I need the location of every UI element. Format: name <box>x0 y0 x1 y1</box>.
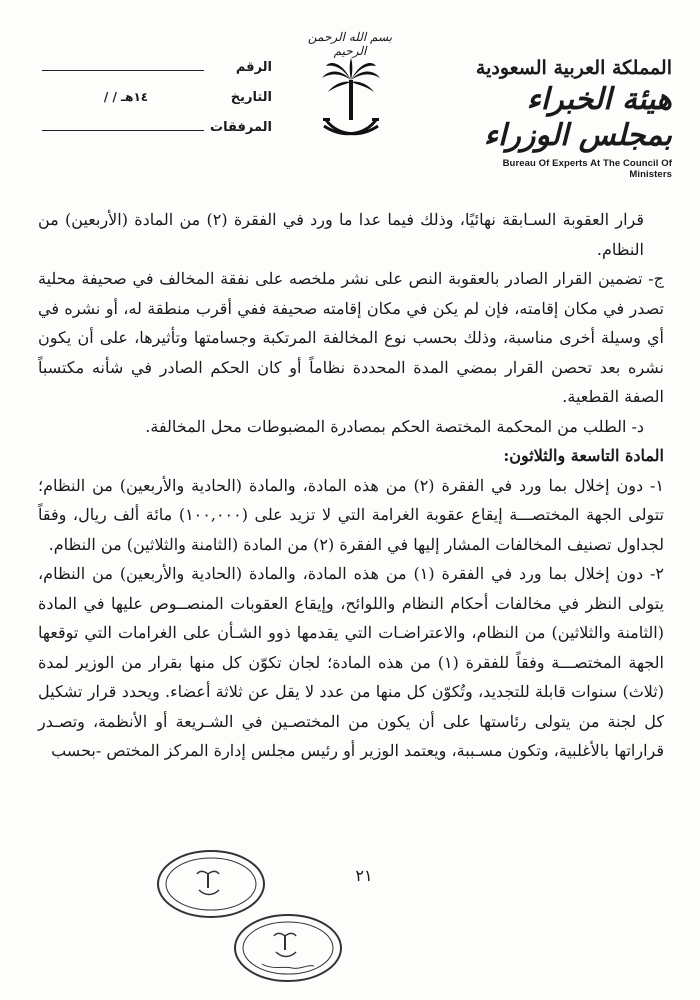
date-field-row <box>42 90 272 120</box>
page-number: ٢١ <box>355 866 373 885</box>
kingdom-name: المملكة العربية السعودية <box>475 57 672 79</box>
basmala: بسم الله الرحمن الرحيم <box>307 30 393 58</box>
bureau-name-arabic: هيئة الخبراء بمجلس الوزراء <box>483 82 672 153</box>
article-39-heading: المادة التاسعة والثلاثون: <box>503 446 664 465</box>
official-stamp-icon <box>232 912 344 984</box>
bureau-name-english: Bureau Of Experts At The Council Of Ministers <box>502 158 672 180</box>
reference-fields <box>42 60 272 150</box>
clause-c-paragraph: ج- تضمين القرار الصادر بالعقوبة النص على نشر ملخصه على نفقة المخالف في صحيفة محلية تصدر في مكان إقامته، فإن لم يكن في مكان إقامته صحيفة ففي أقرب منطقة له، أو نشره في أي وسيلة أخرى مناسبة، وذلك بحسب نوع المخالفة المرتكبة وجسامتها وتأثيرها، على أن يكون نشره بعد تحصن القرار بمضي المدة المحددة نظاماً أو كان الحكم الصادر في شأنه مكتسباً الصفة القطعية. <box>38 269 664 406</box>
clause-d-paragraph: د- الطلب من المحكمة المختصة الحكم بمصادرة المضبوطات محل المخالفة. <box>145 416 644 436</box>
continuation-paragraph: قرار العقوبة السـابقة نهائيًا، وذلك فيما عدا ما ورد في الفقرة (٢) من المادة (الأربعين) من النظام. <box>38 210 645 259</box>
date-value: / / ١٤هـ <box>103 90 149 104</box>
date-label: التاريخ <box>230 90 272 105</box>
letterhead-institution <box>462 56 672 180</box>
official-stamp-icon <box>155 848 267 920</box>
number-field-row <box>42 60 272 90</box>
number-line <box>42 69 204 71</box>
attachments-label: المرفقات <box>210 120 272 135</box>
palm-swords-emblem-icon <box>320 58 382 144</box>
attachments-field-row <box>42 120 272 150</box>
article-39-clause-2: ٢- دون إخلال بما ورد في الفقرة (١) من هذه المادة، والمادة (الحادية والأربعين) من النظام، يتولى النظر في مخالفات أحكام النظام واللوائح، وإيقاع العقوبات المنصــوص عليها في المادة (الثامنة والثلاثين) من النظام، والاعتراضـات التي يقدمها ذوو الشـأن على الغرامات التي توقعها الجهة المختصـــة وفقاً للفقرة (١) من هذه المادة؛ لجان تكوّن كل منها بقرار من الوزير لمدة (ثلاث) سنوات قابلة للتجديد، وتُكوّن كل منها من عدد لا يقل عن ثلاثة أعضاء. ويحدد قرار تشكيل كل لجنة من يتولى رئاستها على أن يكون من المختصـين في الشـريعة أو الأنظمة، وتصـدر قراراتها بالأغلبية، وتكون مسـببة، ويعتمد الوزير أو رئيس مجلس إدارة المركز المختص -بحسب <box>38 564 665 760</box>
document-body <box>38 205 664 766</box>
attachments-line <box>42 129 204 131</box>
number-label: الرقم <box>235 60 272 75</box>
article-39-clause-1: ١- دون إخلال بما ورد في الفقرة (٢) من هذه المادة، والمادة (الحادية والأربعين) من النظام؛ تتولى الجهة المختصـــة إيقاع عقوبة الغرامة التي لا تزيد على (١٠٠,٠٠٠) مائة ألف ريال، وفقاً لجداول تصنيف المخالفات المشار إليها في الفقرة (٢) من المادة (الثامنة والثلاثين) من النظام. <box>38 475 665 554</box>
